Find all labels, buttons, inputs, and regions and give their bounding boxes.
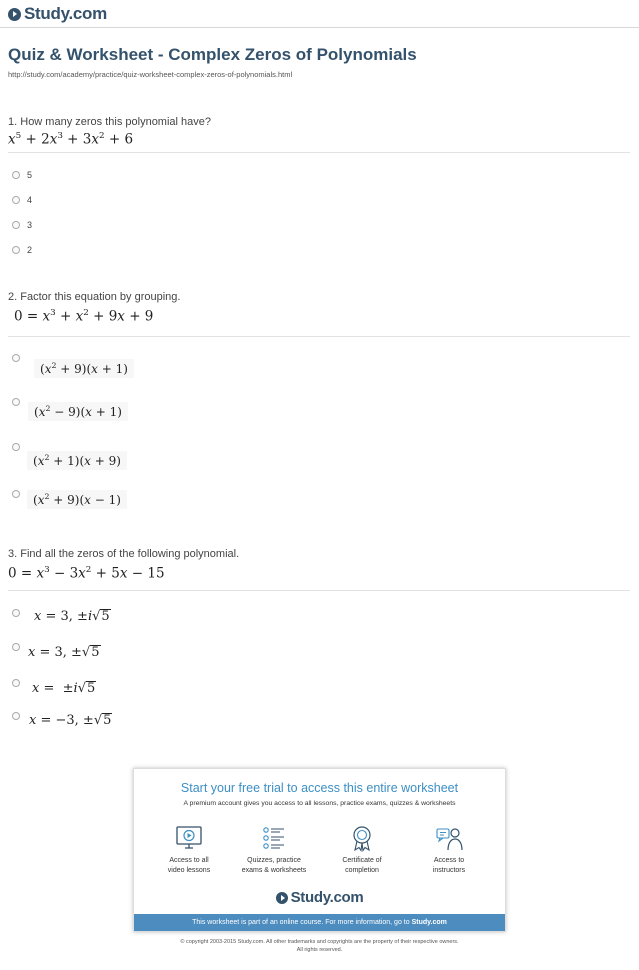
- question-number: 1.: [8, 116, 18, 128]
- page-url: http://study.com/academy/practice/quiz-worksheet-complex-zeros-of-polynomials.html: [8, 70, 293, 79]
- feature-certificate: [322, 824, 402, 876]
- question-text: Find all the zeros of the following polynomial.: [20, 548, 240, 560]
- q3-option-1-label: x = 3, ±i√5: [34, 609, 110, 624]
- promo-info-bar: [134, 914, 505, 931]
- q2-option-2-label: $(x^2 - 9)(x + 1)$: [28, 402, 128, 421]
- q3-option-4-radio[interactable]: [12, 712, 20, 720]
- list-icon: [260, 824, 288, 852]
- q2-option-3-label: $(x^2 + 1)(x + 9)$: [27, 451, 127, 470]
- q1-option-1-radio[interactable]: [12, 171, 20, 179]
- question-text: Factor this equation by grouping.: [20, 291, 181, 303]
- q2-option-3-radio[interactable]: [12, 443, 20, 451]
- page-title: Quiz & Worksheet - Complex Zeros of Polynomials: [8, 45, 417, 64]
- question-number: 3.: [8, 548, 18, 560]
- video-icon: [175, 824, 203, 852]
- question-1-equation: $x^5 + 2x^3 + 3x^2 + 6$: [8, 131, 134, 148]
- q3-option-3-label: x = ±i√5: [32, 681, 96, 696]
- feature-line-2: completion: [345, 867, 379, 874]
- question-3-divider: [8, 590, 630, 591]
- q3-option-2-label: x = 3, ±√5: [28, 645, 100, 660]
- q3-option-3-radio[interactable]: [12, 679, 20, 687]
- promo-bar-text: This worksheet is part of an online course. For more information, go to: [192, 919, 410, 926]
- promo-subline: A premium account gives you access to all lessons, practice exams, quizzes & worksheets: [183, 800, 456, 807]
- feature-line-2: instructors: [432, 867, 466, 874]
- q2-option-2-radio[interactable]: [12, 398, 20, 406]
- q1-option-3-label: 3: [27, 220, 33, 230]
- question-3-prompt: [8, 548, 239, 560]
- q3-option-2-radio[interactable]: [12, 643, 20, 651]
- promo-brand-name: Study.com: [290, 889, 364, 906]
- play-icon: [8, 8, 21, 21]
- question-1-prompt: [8, 116, 211, 128]
- question-2-divider: [8, 336, 630, 337]
- feature-video-lessons: [149, 824, 229, 876]
- q1-option-1-label: 5: [27, 170, 33, 180]
- q1-option-4-label: 2: [27, 245, 33, 255]
- q2-option-1-label: $(x^2 + 9)(x + 1)$: [34, 359, 134, 378]
- q3-option-1-radio[interactable]: [12, 609, 20, 617]
- instructor-icon: [435, 824, 463, 852]
- header-divider: [0, 27, 639, 28]
- q1-option-2-radio[interactable]: [12, 196, 20, 204]
- q1-option-3-radio[interactable]: [12, 221, 20, 229]
- q1-option-2-label: 4: [27, 195, 33, 205]
- promo-headline[interactable]: Start your free trial to access this entire worksheet: [180, 781, 459, 795]
- question-number: 2.: [8, 291, 18, 303]
- question-2-equation: $0 = x^3 + x^2 + 9x + 9$: [14, 308, 154, 325]
- q3-option-4-label: x = −3, ±√5: [29, 713, 112, 728]
- certificate-icon: [348, 824, 376, 852]
- question-3-equation: $0 = x^3 - 3x^2 + 5x - 15$: [8, 565, 165, 582]
- q1-option-4-radio[interactable]: [12, 246, 20, 254]
- feature-line-2: video lessons: [167, 867, 211, 874]
- feature-line-2: exams & worksheets: [241, 867, 307, 874]
- q2-option-4-label: $(x^2 + 9)(x - 1)$: [27, 490, 127, 509]
- copyright-line-1: © copyright 2003-2015 Study.com. All other trademarks and copyrights are the property of their respective owners.: [180, 939, 459, 945]
- copyright-line-2: All rights reserved.: [296, 947, 343, 953]
- promo-bar-link[interactable]: Study.com: [411, 919, 447, 926]
- question-1-divider: [8, 152, 630, 153]
- feature-line-1: Quizzes, practice: [247, 857, 301, 864]
- question-text: How many zeros this polynomial have?: [20, 116, 212, 128]
- promo-study-logo[interactable]: [134, 889, 505, 906]
- study-logo[interactable]: [8, 4, 107, 24]
- feature-instructors: [409, 824, 489, 876]
- feature-quizzes: [234, 824, 314, 876]
- free-trial-promo[interactable]: [133, 768, 506, 932]
- feature-line-1: Access to all: [169, 857, 209, 864]
- q2-option-1-radio[interactable]: [12, 354, 20, 362]
- brand-name: Study.com: [24, 4, 107, 23]
- feature-line-1: Certificate of: [342, 857, 382, 864]
- q2-option-4-radio[interactable]: [12, 490, 20, 498]
- copyright: [0, 938, 639, 954]
- feature-line-1: Access to: [433, 857, 465, 864]
- play-icon: [276, 892, 288, 904]
- question-2-prompt: [8, 291, 180, 303]
